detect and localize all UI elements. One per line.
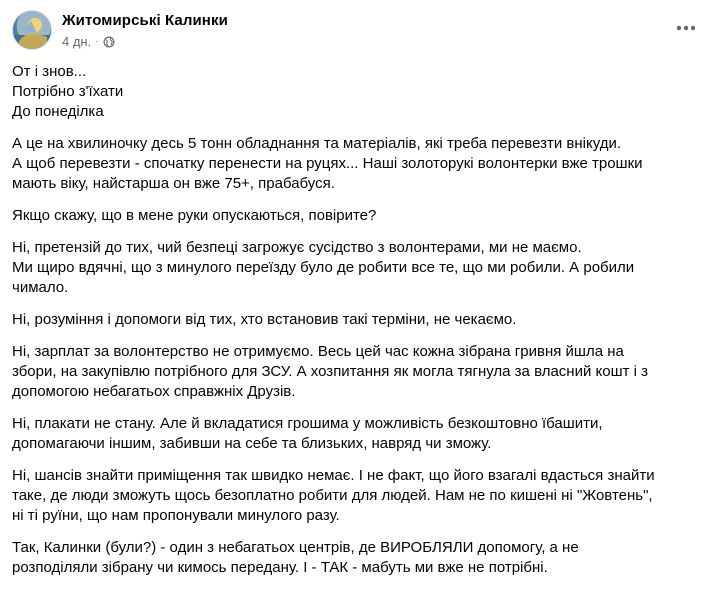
post-text-line: ні ті руїни, що нам пропонували минулого разу. bbox=[12, 507, 340, 524]
post-text-line: збори, на закупівлю потрібного для ЗСУ. А хозпитання як могла тягнула за власний кошт і з bbox=[12, 363, 649, 380]
post-paragraph bbox=[12, 538, 702, 578]
post-paragraph bbox=[12, 414, 702, 454]
post-text-line: Якщо скажу, що в мене руки опускаються, повірите? bbox=[12, 207, 377, 224]
post-text-line: Ні, шансів знайти приміщення так швидко немає. І не факт, що його взагалі вдасться знайти bbox=[12, 467, 655, 484]
post-paragraph bbox=[12, 62, 702, 122]
post-header bbox=[12, 10, 702, 54]
post-text-line: таке, де люди зможуть щось безоплатно робити для людей. Нам не по кишені ні "Жовтень", bbox=[12, 487, 653, 504]
more-options-button[interactable] bbox=[672, 18, 700, 38]
post-text-line: От і знов... bbox=[12, 63, 87, 80]
post-text-line: розподіляли зібрану чи кимось передану. І - ТАК - мабуть ми вже не потрібні. bbox=[12, 559, 548, 576]
avatar-image-icon bbox=[13, 11, 52, 50]
post-text-line: Ні, зарплат за волонтерство не отримуємо. Весь цей час кожна зібрана гривня йшла на bbox=[12, 343, 624, 360]
post-text-line: допомогою небагатьох справжніх Друзів. bbox=[12, 383, 296, 400]
post-text-line: мають віку, найстарша он вже 75+, прабабуся. bbox=[12, 175, 335, 192]
post-text-line: А щоб перевезти - спочатку перенести на руцях... Наші золоторукі волонтерки вже трошки bbox=[12, 155, 643, 172]
post-text-line: чимало. bbox=[12, 279, 69, 296]
page-avatar[interactable] bbox=[12, 10, 52, 50]
post-text-line: допомагаючи іншим, забивши на себе та близьких, навряд чи зможу. bbox=[12, 435, 492, 452]
post-paragraph bbox=[12, 134, 702, 194]
post-paragraph bbox=[12, 342, 702, 402]
post-text-line: Потрібно з'їхати bbox=[12, 83, 124, 100]
post-timestamp-link[interactable]: 4 дн. bbox=[62, 34, 92, 49]
post-text-line: А це на хвилиночку десь 5 тонн обладнання та матеріалів, які треба перевезти внікуди. bbox=[12, 135, 622, 152]
post-text-line: Ні, плакати не стану. Але й вкладатися грошима у можливість безкоштовно їбашити, bbox=[12, 415, 603, 432]
meta-separator: · bbox=[95, 35, 99, 47]
post-meta bbox=[62, 34, 115, 49]
post-paragraph bbox=[12, 310, 702, 330]
post-paragraph bbox=[12, 238, 702, 298]
post-text-line: Так, Калинки (були?) - один з небагатьох центрів, де ВИРОБЛЯЛИ допомогу, а не bbox=[12, 539, 579, 556]
post-body bbox=[12, 62, 702, 590]
globe-icon[interactable] bbox=[103, 36, 115, 48]
page-name-link[interactable]: Житомирські Калинки bbox=[62, 12, 228, 29]
post-text-line: Ні, претензій до тих, чий безпеці загрожує сусідство з волонтерами, ми не маємо. bbox=[12, 239, 582, 256]
post-paragraph bbox=[12, 206, 702, 226]
post-text-line: Ми щиро вдячні, що з минулого переїзду було де робити все те, що ми робили. А робили bbox=[12, 259, 635, 276]
more-options-icon bbox=[676, 25, 696, 31]
post-text-line: Ні, розуміння і допомоги від тих, хто встановив такі терміни, не чекаємо. bbox=[12, 311, 517, 328]
post-paragraph bbox=[12, 466, 702, 526]
post-text-line: До понеділка bbox=[12, 103, 104, 120]
